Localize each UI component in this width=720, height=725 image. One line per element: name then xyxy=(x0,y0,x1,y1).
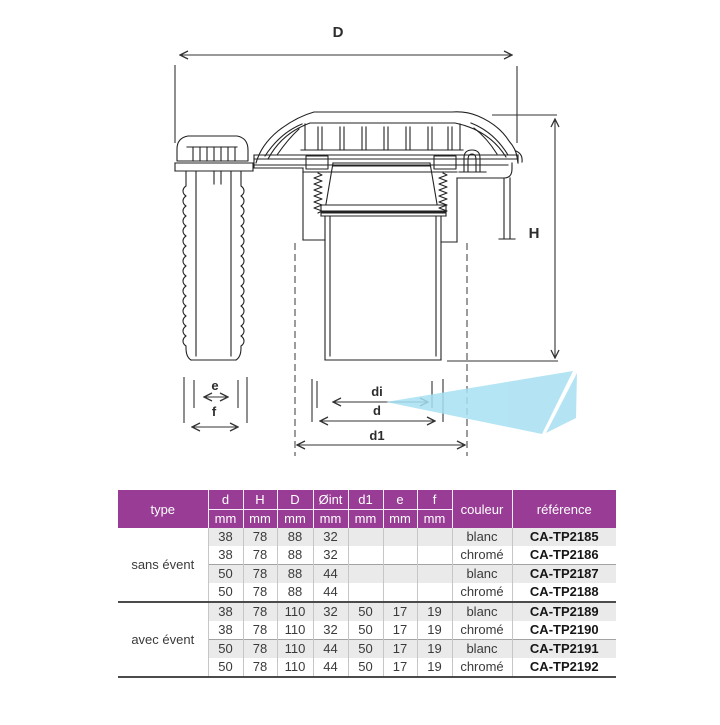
cell-e: 17 xyxy=(383,658,417,677)
cell-reference: CA-TP2190 xyxy=(512,621,616,640)
cell-d1 xyxy=(348,565,383,584)
hose-tail-assembly xyxy=(175,136,253,360)
cell-oint: 32 xyxy=(313,621,348,640)
cell-H: 78 xyxy=(243,621,277,640)
cell-D: 110 xyxy=(277,640,313,659)
cell-H: 78 xyxy=(243,583,277,602)
cell-reference: CA-TP2186 xyxy=(512,546,616,565)
type-group-cell: sans évent xyxy=(118,528,208,602)
cell-d1: 50 xyxy=(348,621,383,640)
cell-oint: 32 xyxy=(313,528,348,546)
cell-e xyxy=(383,528,417,546)
cell-f xyxy=(417,565,452,584)
cell-d: 50 xyxy=(208,658,243,677)
dimension-label-di: di xyxy=(371,384,383,399)
header-couleur: couleur xyxy=(452,490,512,528)
cell-oint: 44 xyxy=(313,565,348,584)
cell-D: 88 xyxy=(277,583,313,602)
dimension-label-d: d xyxy=(373,403,381,418)
cell-d1: 50 xyxy=(348,640,383,659)
cell-H: 78 xyxy=(243,528,277,546)
header-f: f mm xyxy=(417,490,452,528)
cell-oint: 44 xyxy=(313,583,348,602)
cell-couleur: blanc xyxy=(452,565,512,584)
cell-d1: 50 xyxy=(348,602,383,621)
header-H: H mm xyxy=(243,490,277,528)
cell-reference: CA-TP2191 xyxy=(512,640,616,659)
cell-d: 38 xyxy=(208,546,243,565)
cell-couleur: chromé xyxy=(452,658,512,677)
cell-couleur: chromé xyxy=(452,621,512,640)
cell-e xyxy=(383,583,417,602)
cell-e: 17 xyxy=(383,640,417,659)
cell-D: 110 xyxy=(277,602,313,621)
dimension-label-D: D xyxy=(332,24,344,41)
cell-oint: 44 xyxy=(313,658,348,677)
cell-H: 78 xyxy=(243,546,277,565)
cell-f: 19 xyxy=(417,621,452,640)
cell-e xyxy=(383,565,417,584)
cell-D: 88 xyxy=(277,565,313,584)
cell-f xyxy=(417,546,452,565)
cell-e xyxy=(383,546,417,565)
cell-e: 17 xyxy=(383,602,417,621)
cell-couleur: chromé xyxy=(452,546,512,565)
header-d: d mm xyxy=(208,490,243,528)
cell-d1 xyxy=(348,583,383,602)
cell-d: 50 xyxy=(208,583,243,602)
cell-reference: CA-TP2187 xyxy=(512,565,616,584)
type-group-cell: avec évent xyxy=(118,602,208,677)
header-D: D mm xyxy=(277,490,313,528)
cell-H: 78 xyxy=(243,602,277,621)
spec-table-container xyxy=(118,490,616,678)
dimension-f xyxy=(192,404,238,427)
cell-d: 50 xyxy=(208,565,243,584)
header-e: e mm xyxy=(383,490,417,528)
cell-couleur: blanc xyxy=(452,640,512,659)
spec-table xyxy=(118,490,616,678)
dimension-label-f: f xyxy=(211,404,217,419)
cell-couleur: blanc xyxy=(452,602,512,621)
cell-d1: 50 xyxy=(348,658,383,677)
cell-H: 78 xyxy=(243,658,277,677)
cell-d: 38 xyxy=(208,602,243,621)
highlight-arrow-graphic xyxy=(386,371,577,434)
dimension-label-d1: d1 xyxy=(369,428,385,443)
header-d1: d1 mm xyxy=(348,490,383,528)
cell-reference: CA-TP2188 xyxy=(512,583,616,602)
cell-reference: CA-TP2189 xyxy=(512,602,616,621)
dimension-label-H: H xyxy=(528,225,540,242)
dimension-D xyxy=(175,24,517,143)
header-reference: référence xyxy=(512,490,616,528)
header-oint: Øint mm xyxy=(313,490,348,528)
cell-D: 110 xyxy=(277,621,313,640)
cell-f xyxy=(417,583,452,602)
cell-reference: CA-TP2192 xyxy=(512,658,616,677)
cell-f xyxy=(417,528,452,546)
cell-H: 78 xyxy=(243,565,277,584)
cell-couleur: blanc xyxy=(452,528,512,546)
cap-rib-window xyxy=(187,147,237,160)
header-row xyxy=(118,490,616,528)
cell-f: 19 xyxy=(417,658,452,677)
cell-oint: 32 xyxy=(313,602,348,621)
header-type: type xyxy=(118,490,208,528)
cell-d: 50 xyxy=(208,640,243,659)
cell-oint: 44 xyxy=(313,640,348,659)
dimension-label-e: e xyxy=(211,378,219,393)
cell-f: 19 xyxy=(417,640,452,659)
cell-d: 38 xyxy=(208,528,243,546)
cell-d: 38 xyxy=(208,621,243,640)
cell-D: 88 xyxy=(277,528,313,546)
cell-e: 17 xyxy=(383,621,417,640)
cell-f: 19 xyxy=(417,602,452,621)
cell-oint: 32 xyxy=(313,546,348,565)
cell-D: 88 xyxy=(277,546,313,565)
cell-H: 78 xyxy=(243,640,277,659)
cell-D: 110 xyxy=(277,658,313,677)
cell-d1 xyxy=(348,528,383,546)
table-row xyxy=(118,602,616,621)
main-body xyxy=(254,112,522,360)
cell-d1 xyxy=(348,546,383,565)
cell-couleur: chromé xyxy=(452,583,512,602)
table-row xyxy=(118,528,616,546)
cell-reference: CA-TP2185 xyxy=(512,528,616,546)
